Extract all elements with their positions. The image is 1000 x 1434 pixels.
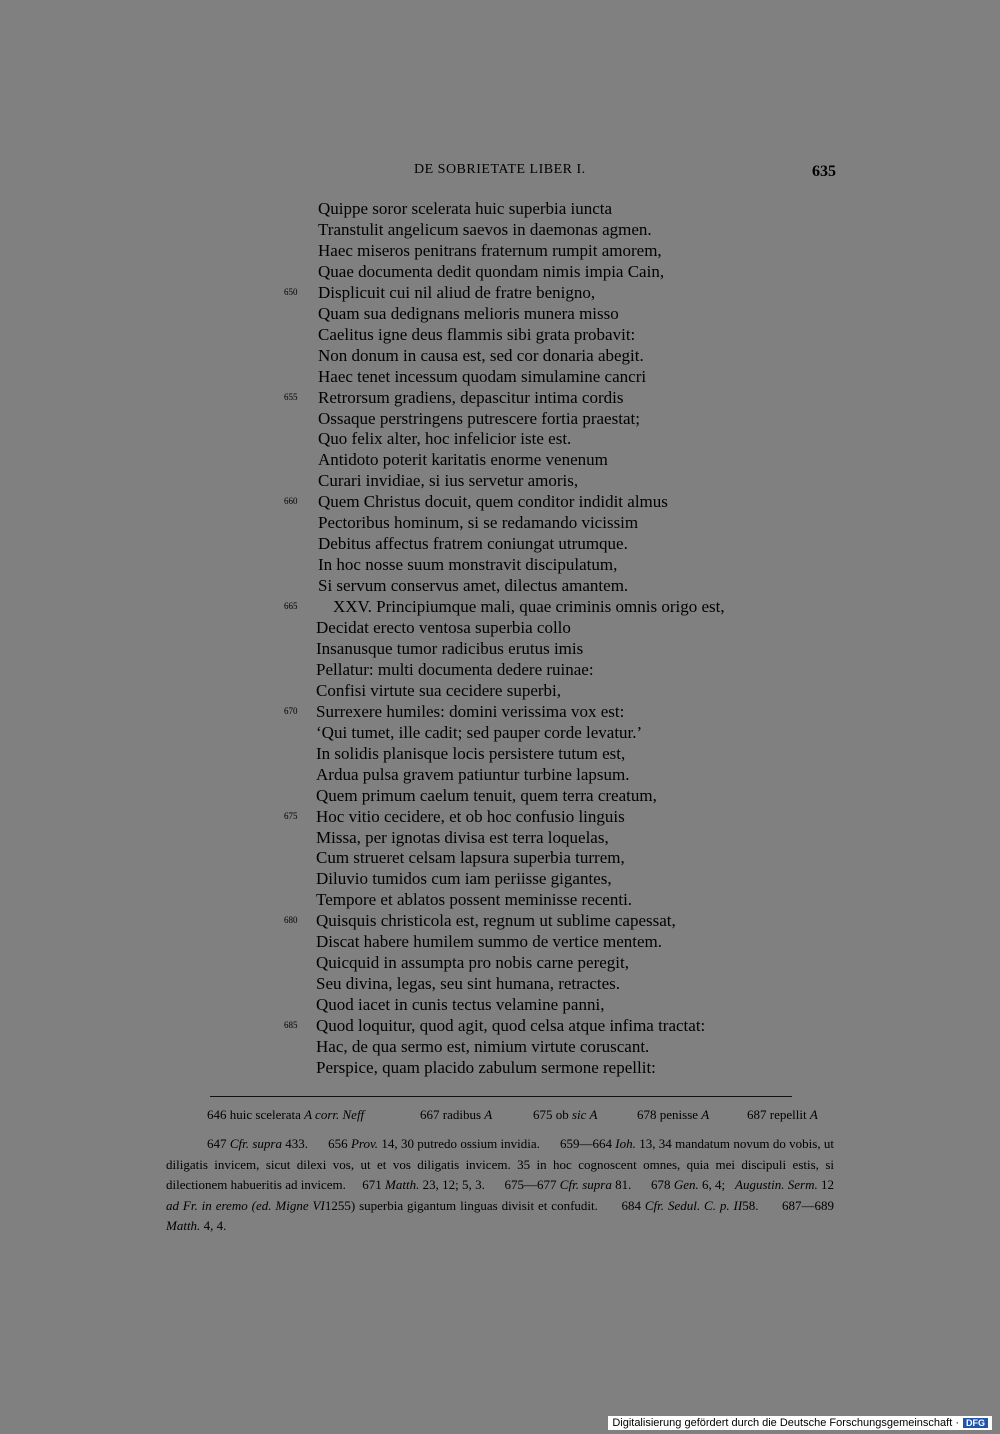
verse-line	[0, 261, 1000, 282]
page-number: 635	[812, 163, 836, 180]
verse-text: Quae documenta dedit quondam nimis impia Cain,	[318, 261, 665, 281]
verse-line	[0, 198, 1000, 219]
verse-text: Non donum in causa est, sed cor donaria abegit.	[318, 345, 644, 365]
verse-text: Antidoto poterit karitatis enorme venenum	[318, 450, 608, 470]
verse-text: Diluvio tumidos cum iam periisse gigantes,	[316, 869, 612, 889]
verse-text: In hoc nosse suum monstravit discipulatum,	[318, 555, 618, 575]
digitization-credit: Digitalisierung gefördert durch die Deutsche Forschungsgemeinschaft · DFG	[608, 1416, 992, 1430]
verse-text: Quo felix alter, hoc infelicior iste est.	[318, 429, 572, 449]
verse-text: Quod iacet in cunis tectus velamine panni,	[316, 995, 605, 1015]
verse-text: Quem primum caelum tenuit, quem terra creatum,	[316, 785, 657, 805]
verse-text: Missa, per ignotas divisa est terra loquelas,	[316, 827, 609, 847]
running-title: DE SOBRIETATE LIBER I.	[414, 162, 586, 177]
verse-line	[0, 491, 1000, 512]
verse-line	[0, 806, 1000, 827]
verse-line	[0, 428, 1000, 449]
verse-line	[0, 575, 1000, 596]
verse-line	[0, 680, 1000, 701]
verse-line	[0, 533, 1000, 554]
line-number: 650	[284, 286, 298, 297]
apparatus-note-646: 646 huic scelerata A corr. Neff	[207, 1107, 365, 1122]
verse-line	[0, 973, 1000, 994]
verse-text: Insanusque tumor radicibus erutus imis	[316, 638, 584, 658]
verse-line	[0, 408, 1000, 429]
line-number: 665	[284, 601, 298, 612]
verse-line	[0, 554, 1000, 575]
line-number: 670	[284, 705, 298, 716]
line-number: 675	[284, 810, 298, 821]
verse-line	[0, 596, 1000, 617]
verse-text: Retrorsum gradiens, depascitur intima cordis	[318, 387, 624, 407]
verse-text: Debitus affectus fratrem coniungat utrumque.	[318, 534, 628, 554]
verse-line	[0, 512, 1000, 533]
verse-line	[0, 366, 1000, 387]
verse-text: Haec tenet incessum quodam simulamine cancri	[318, 366, 647, 386]
line-number: 660	[284, 496, 298, 507]
verse-line	[0, 449, 1000, 470]
verse-text: Pectoribus hominum, si se redamando vicissim	[318, 513, 639, 533]
verse-text: Ardua pulsa gravem patiuntur turbine lapsum.	[316, 764, 630, 784]
verse-text: Hac, de qua sermo est, nimium virtute coruscant.	[316, 1037, 650, 1056]
verse-line	[0, 1015, 1000, 1036]
verse-text: Decidat erecto ventosa superbia collo	[316, 618, 571, 637]
verse-text: Caelitus igne deus flammis sibi grata probavit:	[318, 324, 636, 344]
apparatus-note-687: 687 repellit A	[747, 1107, 818, 1122]
verse-line	[0, 345, 1000, 366]
verse-line	[0, 764, 1000, 785]
verse-text: Quisquis christicola est, regnum ut sublime capessat,	[316, 911, 676, 931]
verse-text: Curari invidiae, si ius servetur amoris,	[318, 471, 579, 491]
verse-text: Si servum conservus amet, dilectus amantem.	[318, 576, 629, 596]
verse-text: Tempore et ablatos possent meminisse recenti.	[316, 890, 633, 910]
verse-line	[0, 889, 1000, 910]
line-number: 680	[284, 915, 298, 926]
verse-text: Transtulit angelicum saevos in daemonas agmen.	[318, 219, 652, 239]
verse-text: Seu divina, legas, seu sint humana, retractes.	[316, 974, 621, 994]
verse-text: Quippe soror scelerata huic superbia iuncta	[318, 199, 613, 218]
verse-line	[0, 847, 1000, 868]
apparatus-note-678: 678 penisse A	[637, 1107, 710, 1122]
verse-line	[0, 659, 1000, 680]
verse-text: Ossaque perstringens putrescere fortia praestat;	[318, 408, 640, 428]
verse-line	[0, 827, 1000, 848]
verse-line	[0, 722, 1000, 743]
verse-line	[0, 219, 1000, 240]
verse-line	[0, 324, 1000, 345]
verse-text: Quod loquitur, quod agit, quod celsa atque infima tractat:	[316, 1016, 706, 1036]
verse-text: Hoc vitio cecidere, et ob hoc confusio linguis	[316, 806, 625, 826]
line-number: 655	[284, 391, 298, 402]
line-number: 685	[284, 1020, 298, 1031]
verse-text: Quicquid in assumpta pro nobis carne peregit,	[316, 953, 630, 973]
verse-text: Quam sua dedignans melioris munera misso	[318, 303, 619, 323]
verse-text: In solidis planisque locis persistere tutum est,	[316, 743, 626, 763]
verse-text: Displicuit cui nil aliud de fratre benigno,	[318, 282, 596, 302]
verse-line	[0, 387, 1000, 408]
verse-text: Confisi virtute sua cecidere superbi,	[316, 680, 562, 700]
verse-line	[0, 785, 1000, 806]
verse-line	[0, 994, 1000, 1015]
verse-line	[0, 868, 1000, 889]
verse-line	[0, 1036, 1000, 1057]
verse-line	[0, 240, 1000, 261]
verse-text: XXV. Principiumque mali, quae criminis omnis origo est,	[333, 597, 725, 617]
verse-text: Surrexere humiles: domini verissima vox est:	[316, 701, 625, 721]
verse-text: Discat habere humilem summo de vertice mentem.	[316, 932, 663, 952]
apparatus-note-667: 667 radibus A	[420, 1107, 493, 1122]
verse-line	[0, 701, 1000, 722]
verse-text: Haec miseros penitrans fraternum rumpit amorem,	[318, 240, 662, 260]
verse-line	[0, 638, 1000, 659]
verse-line	[0, 282, 1000, 303]
verse-line	[0, 743, 1000, 764]
verse-line	[0, 303, 1000, 324]
verse-line	[0, 952, 1000, 973]
verse-text: Cum strueret celsam lapsura superbia turrem,	[316, 848, 625, 868]
verse-line	[0, 910, 1000, 931]
verse-text: Pellatur: multi documenta dedere ruinae:	[316, 659, 594, 679]
verse-text: Perspice, quam placido zabulum sermone repellit:	[316, 1057, 656, 1077]
footnote-rule	[210, 1096, 792, 1097]
dfg-logo: DFG	[963, 1418, 988, 1428]
apparatus-note-675: 675 ob sic A	[533, 1107, 598, 1122]
verse-line	[0, 931, 1000, 952]
verse-line	[0, 617, 1000, 638]
source-notes: 647 Cfr. supra 433. 656 Prov. 14, 30 putredo ossium invidia. 659—664 Ioh. 13, 34 mandatum novum do vobis, ut diligatis invicem, sicut dilexi vos, ut et vos diligatis invicem. 35 in hoc cognoscent omnes, quia mei discipuli estis, si dilectionem habueritis ad invicem. 671 Matth. 23, 12; 5, 3. 675—677 Cfr. supra 81. 678 Gen. 6, 4; Augustin. Serm. 12 ad Fr. in eremo (ed. Migne VI1255) superbia gigantum linguas divisit et confudit. 684 Cfr. Sedul. C. p. II58. 687—689 Matth. 4, 4.	[166, 1136, 835, 1233]
verse-text: ‘Qui tumet, ille cadit; sed pauper corde levatur.’	[316, 722, 643, 742]
verse-line	[0, 470, 1000, 491]
verse-text: Quem Christus docuit, quem conditor indidit almus	[318, 492, 668, 512]
verse-line	[0, 1057, 1000, 1078]
